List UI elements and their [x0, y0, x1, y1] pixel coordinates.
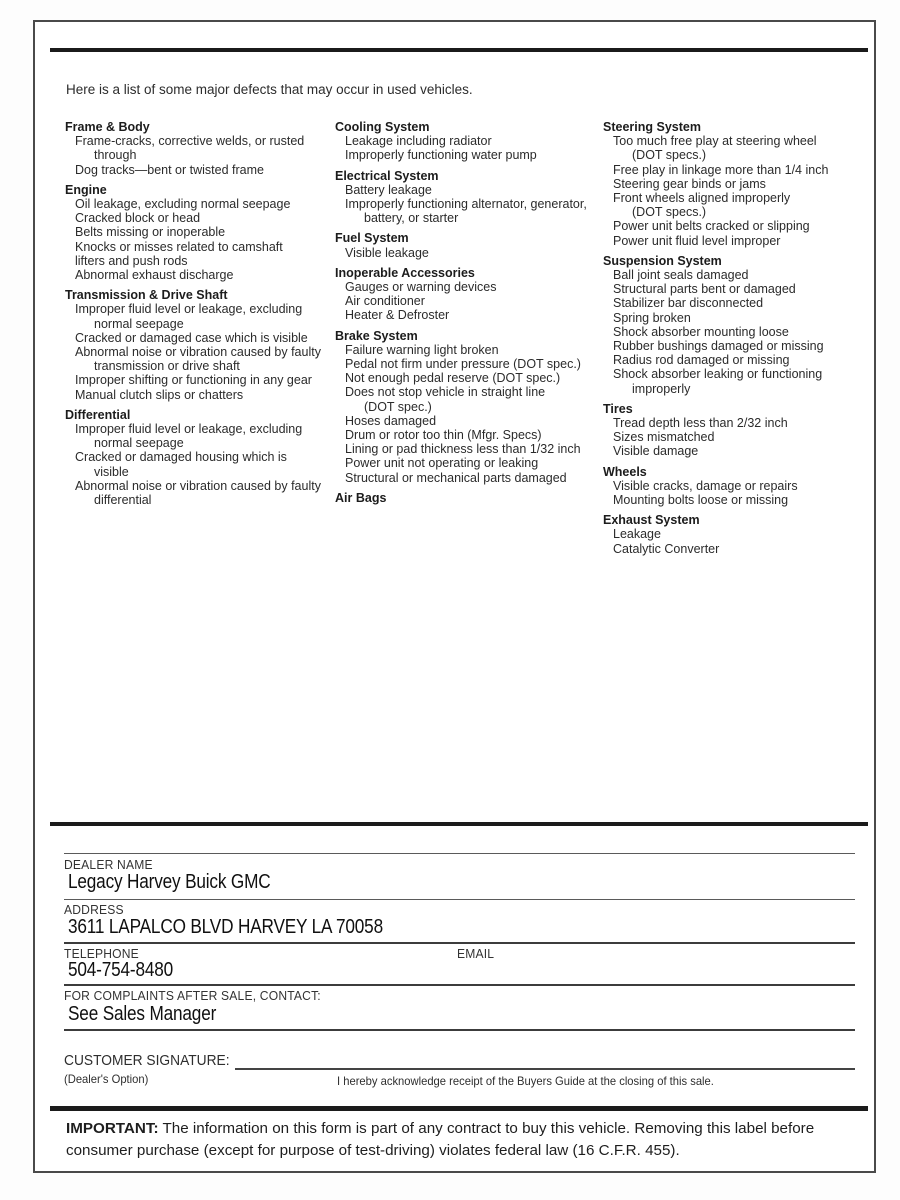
dealer-name-top-line	[64, 853, 855, 854]
defect-item-line: Gauges or warning devices	[345, 280, 497, 295]
defect-item-line: Abnormal noise or vibration caused by faulty	[75, 345, 321, 360]
defect-item-line: Free play in linkage more than 1/4 inch	[613, 162, 829, 177]
defect-category	[335, 266, 597, 323]
defect-item-line: Shock absorber leaking or functioning	[613, 367, 823, 382]
defect-item-line: Leakage including radiator	[345, 134, 492, 149]
defect-category	[603, 402, 867, 459]
defect-category-heading: Air Bags	[335, 490, 387, 505]
defect-item-line: Power unit not operating or leaking	[345, 456, 539, 471]
defect-item-line: Frame-cracks, corrective welds, or rusted	[75, 134, 305, 149]
complaints-bottom-line	[64, 1029, 855, 1031]
defect-category-heading: Frame & Body	[65, 120, 150, 134]
defect-category	[335, 120, 597, 163]
customer-signature-label: CUSTOMER SIGNATURE:	[64, 1053, 230, 1069]
defect-item-line: Sizes mismatched	[613, 430, 715, 445]
defect-category-heading: Wheels	[603, 464, 647, 479]
defect-item-line: Knocks or misses related to camshaft	[75, 239, 283, 254]
complaints-value: See Sales Manager	[68, 1003, 217, 1025]
address-label: ADDRESS	[64, 902, 124, 917]
defect-item-line: Spring broken	[613, 310, 691, 325]
defect-item-line: Shock absorber mounting loose	[613, 324, 789, 339]
defect-item-line: Improper fluid level or leakage, excluding	[75, 302, 303, 317]
top-divider-rule	[50, 48, 868, 52]
defect-item-line: Heater & Defroster	[345, 308, 450, 323]
defect-item-line: lifters and push rods	[75, 253, 188, 268]
defect-item-line: Hoses damaged	[345, 413, 437, 428]
defect-item-line: Improper fluid level or leakage, excluding	[75, 422, 303, 437]
defect-category	[65, 120, 333, 177]
important-text: The information on this form is part of any contract to buy this vehicle. Removing this label before consumer purchase (except for purpose of test-driving) violates federal law (16 C.F.R. 455).	[66, 1120, 815, 1159]
important-label: IMPORTANT:	[66, 1120, 159, 1137]
defect-item-line: Pedal not firm under pressure (DOT spec.)	[345, 357, 581, 372]
complaints-top-line	[64, 984, 855, 986]
defect-category	[603, 120, 867, 248]
defects-column-3	[603, 120, 867, 562]
defect-category	[65, 288, 333, 402]
address-value: 3611 LAPALCO BLVD HARVEY LA 70058	[68, 916, 383, 938]
defect-item-line: normal seepage	[94, 436, 184, 451]
defect-category-heading: Suspension System	[603, 253, 722, 268]
defect-item-line: Manual clutch slips or chatters	[75, 387, 244, 402]
defect-item-line: Abnormal exhaust discharge	[75, 268, 234, 283]
defect-item-line: visible	[94, 464, 129, 479]
telephone-label: TELEPHONE	[64, 946, 139, 961]
defect-item-line: Ball joint seals damaged	[613, 268, 749, 283]
dealer-name-value: Legacy Harvey Buick GMC	[68, 871, 271, 893]
defect-category-heading: Tires	[603, 401, 633, 416]
telephone-top-line	[64, 942, 855, 944]
complaints-label: FOR COMPLAINTS AFTER SALE, CONTACT:	[64, 988, 321, 1003]
defect-category-heading: Differential	[65, 407, 131, 422]
defect-item-line: Front wheels aligned improperly	[613, 191, 791, 206]
defect-category	[603, 254, 867, 396]
defect-item-line: Improper shifting or functioning in any gear	[75, 373, 312, 388]
acknowledgment-note: I hereby acknowledge receipt of the Buyers Guide at the closing of this sale.	[337, 1074, 714, 1088]
important-top-rule	[50, 1106, 868, 1111]
dealer-name-label: DEALER NAME	[64, 857, 153, 872]
defect-item-line: Air conditioner	[345, 294, 425, 309]
defect-item-line: improperly	[632, 381, 691, 396]
defect-item-line: Power unit belts cracked or slipping	[613, 219, 810, 234]
defect-category-heading: Electrical System	[335, 168, 439, 183]
defect-category-heading: Inoperable Accessories	[335, 265, 475, 280]
defect-category-heading: Steering System	[603, 120, 701, 134]
customer-signature-line	[235, 1068, 855, 1070]
defect-item-line: Rubber bushings damaged or missing	[613, 339, 824, 354]
defect-item-line: Not enough pedal reserve (DOT spec.)	[345, 371, 561, 386]
defect-item-line: Cracked block or head	[75, 211, 201, 226]
defect-item-line: Mounting bolts loose or missing	[613, 493, 789, 508]
defect-item-line: Drum or rotor too thin (Mfgr. Specs)	[345, 428, 542, 443]
defect-item-line: through	[94, 148, 137, 163]
defect-item-line: Tread depth less than 2/32 inch	[613, 416, 788, 431]
defects-column-2	[335, 120, 597, 511]
defect-category	[603, 465, 867, 508]
defect-item-line: Visible damage	[613, 444, 699, 459]
defect-category-heading: Brake System	[335, 328, 418, 343]
defect-item-line: transmission or drive shaft	[94, 359, 240, 374]
defect-item-line: Lining or pad thickness less than 1/32 inch	[345, 442, 581, 457]
defect-item-line: Improperly functioning water pump	[345, 148, 537, 163]
defect-item-line: Does not stop vehicle in straight line	[345, 385, 546, 400]
defect-category-heading: Transmission & Drive Shaft	[65, 288, 228, 303]
defect-item-line: (DOT spec.)	[364, 399, 432, 414]
defect-category	[335, 491, 597, 505]
defect-item-line: Cracked or damaged housing which is	[75, 450, 287, 465]
defect-item-line: Structural or mechanical parts damaged	[345, 470, 567, 485]
defect-item-line: battery, or starter	[364, 211, 459, 226]
email-label: EMAIL	[457, 946, 495, 961]
defect-item-line: differential	[94, 493, 152, 508]
defect-item-line: Dog tracks—bent or twisted frame	[75, 162, 264, 177]
defect-item-line: Belts missing or inoperable	[75, 225, 226, 240]
defect-item-line: Too much free play at steering wheel	[613, 134, 817, 149]
defect-item-line: Abnormal noise or vibration caused by faulty	[75, 478, 321, 493]
defect-item-line: Improperly functioning alternator, generator,	[345, 197, 587, 212]
defect-category-heading: Fuel System	[335, 231, 409, 246]
defect-category	[335, 231, 597, 259]
dealers-option-note: (Dealer's Option)	[64, 1072, 149, 1086]
defects-intro-text: Here is a list of some major defects that may occur in used vehicles.	[66, 82, 473, 97]
defect-item-line: Steering gear binds or jams	[613, 176, 766, 191]
defect-item-line: Power unit fluid level improper	[613, 233, 781, 248]
defect-category-heading: Engine	[65, 182, 107, 197]
address-top-line	[64, 899, 855, 900]
defect-item-line: normal seepage	[94, 316, 184, 331]
defect-item-line: Structural parts bent or damaged	[613, 282, 796, 297]
defect-item-line: Leakage	[613, 527, 661, 542]
defect-item-line: Cracked or damaged case which is visible	[75, 330, 308, 345]
defects-column-1	[65, 120, 333, 513]
telephone-value: 504-754-8480	[68, 959, 174, 981]
defect-item-line: Stabilizer bar disconnected	[613, 296, 764, 311]
defect-item-line: Failure warning light broken	[345, 342, 499, 357]
defect-item-line: Radius rod damaged or missing	[613, 353, 790, 368]
defect-category-heading: Cooling System	[335, 120, 430, 134]
defect-item-line: (DOT specs.)	[632, 205, 707, 220]
defect-item-line: Battery leakage	[345, 182, 432, 197]
defect-item-line: Visible leakage	[345, 245, 429, 260]
defect-category	[335, 169, 597, 226]
defect-category	[65, 408, 333, 507]
defect-item-line: Oil leakage, excluding normal seepage	[75, 197, 291, 212]
important-paragraph	[66, 1118, 866, 1162]
defect-category-heading: Exhaust System	[603, 513, 700, 528]
buyers-guide-page	[33, 20, 876, 1173]
form-top-rule	[50, 822, 868, 826]
defect-item-line: (DOT specs.)	[632, 148, 707, 163]
defect-category	[335, 329, 597, 485]
defect-item-line: Catalytic Converter	[613, 541, 720, 556]
defect-category	[603, 513, 867, 556]
defect-category	[65, 183, 333, 282]
defect-item-line: Visible cracks, damage or repairs	[613, 478, 798, 493]
